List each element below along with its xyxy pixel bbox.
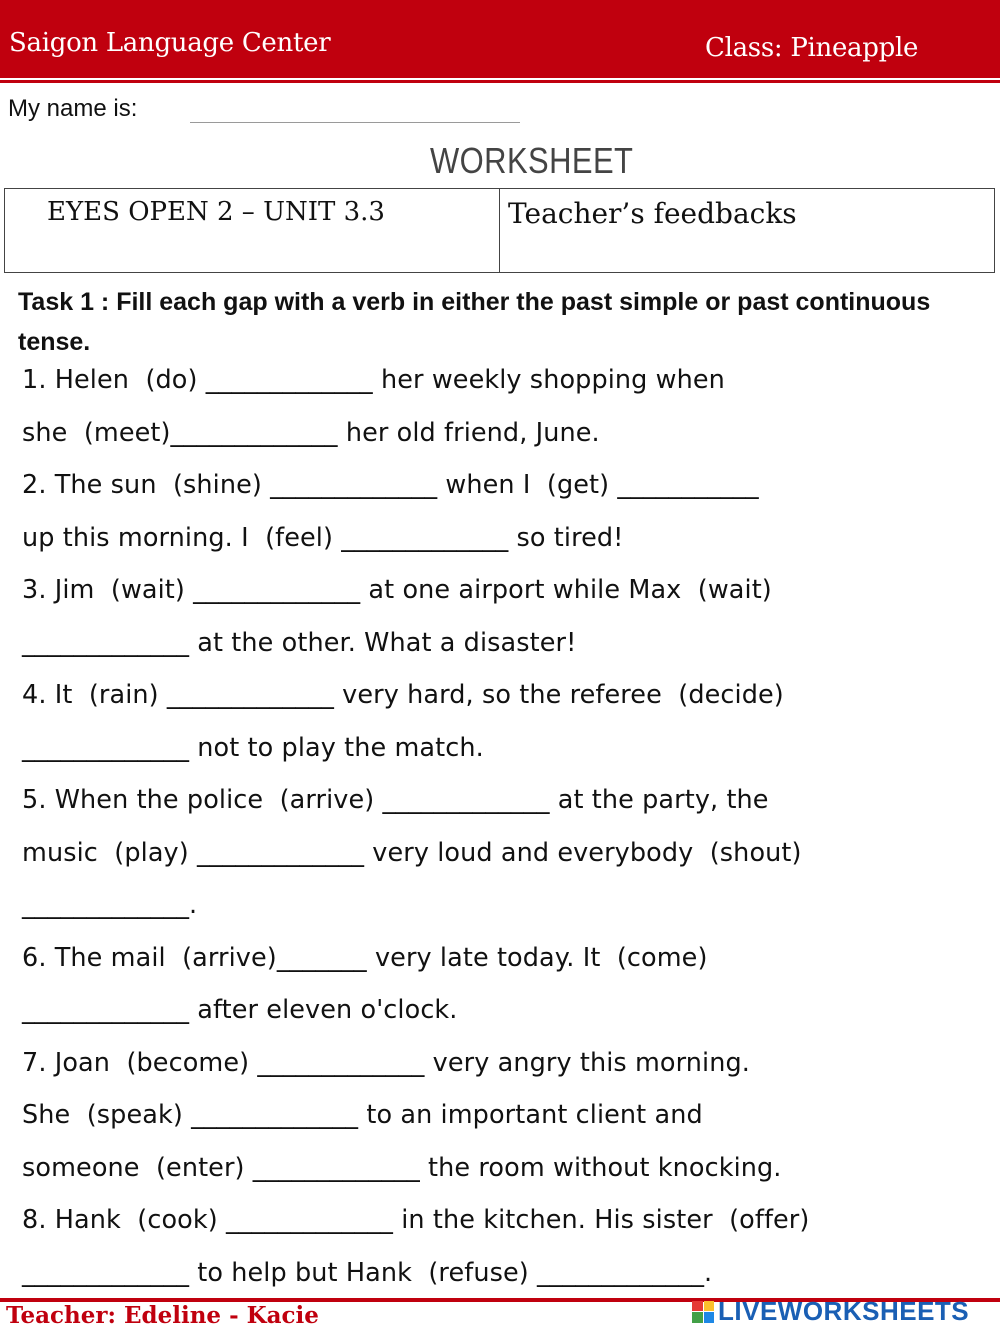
exercise-line: 2. The sun (shine) _____________ when I (get) ___________	[22, 470, 759, 500]
name-label: My name is:	[8, 95, 138, 122]
name-input-line[interactable]	[190, 122, 520, 123]
exercise-line: 4. It (rain) _____________ very hard, so the referee (decide)	[22, 680, 784, 710]
exercise-line: 1. Helen (do) _____________ her weekly shopping when	[22, 365, 725, 395]
header-bar	[0, 0, 1000, 78]
exercise-line: _____________ after eleven o'clock.	[22, 995, 458, 1025]
liveworksheets-brand[interactable]	[692, 1296, 969, 1327]
exercise-line: 6. The mail (arrive)_______ very late today. It (come)	[22, 943, 708, 973]
task-instruction: Task 1 : Fill each gap with a verb in either the past simple or past continuous tense.	[18, 288, 931, 356]
exercise-line: 3. Jim (wait) _____________ at one airport while Max (wait)	[22, 575, 772, 605]
exercise-line: someone (enter) _____________ the room without knocking.	[22, 1153, 782, 1183]
exercise-line: _____________ to help but Hank (refuse) _____________.	[22, 1258, 713, 1288]
info-table	[4, 188, 995, 273]
exercise-line: she (meet)_____________ her old friend, June.	[22, 418, 600, 448]
exercise-line: music (play) _____________ very loud and everybody (shout)	[22, 838, 802, 868]
exercise-line: She (speak) _____________ to an important client and	[22, 1100, 703, 1130]
exercise-line: _____________ at the other. What a disaster!	[22, 628, 577, 658]
teacher-name: Teacher: Edeline - Kacie	[6, 1302, 319, 1329]
feedback-cell: Teacher’s feedbacks	[508, 197, 797, 230]
exercise-line: up this morning. I (feel) _____________ so tired!	[22, 523, 624, 553]
unit-cell: EYES OPEN 2 – UNIT 3.3	[5, 189, 500, 272]
exercise-line: 5. When the police (arrive) _____________ at the party, the	[22, 785, 769, 815]
header-divider	[0, 80, 1000, 83]
exercise-line: _____________.	[22, 890, 198, 920]
liveworksheets-logo-icon	[692, 1301, 714, 1323]
class-label: Class: Pineapple	[705, 33, 919, 63]
exercise-line: 7. Joan (become) _____________ very angry this morning.	[22, 1048, 750, 1078]
exercise-line: _____________ not to play the match.	[22, 733, 484, 763]
worksheet-title: WORKSHEET	[430, 140, 634, 181]
brand-wordmark: LIVEWORKSHEETS	[718, 1296, 970, 1326]
center-name: Saigon Language Center	[9, 28, 331, 58]
exercise-line: 8. Hank (cook) _____________ in the kitchen. His sister (offer)	[22, 1205, 810, 1235]
